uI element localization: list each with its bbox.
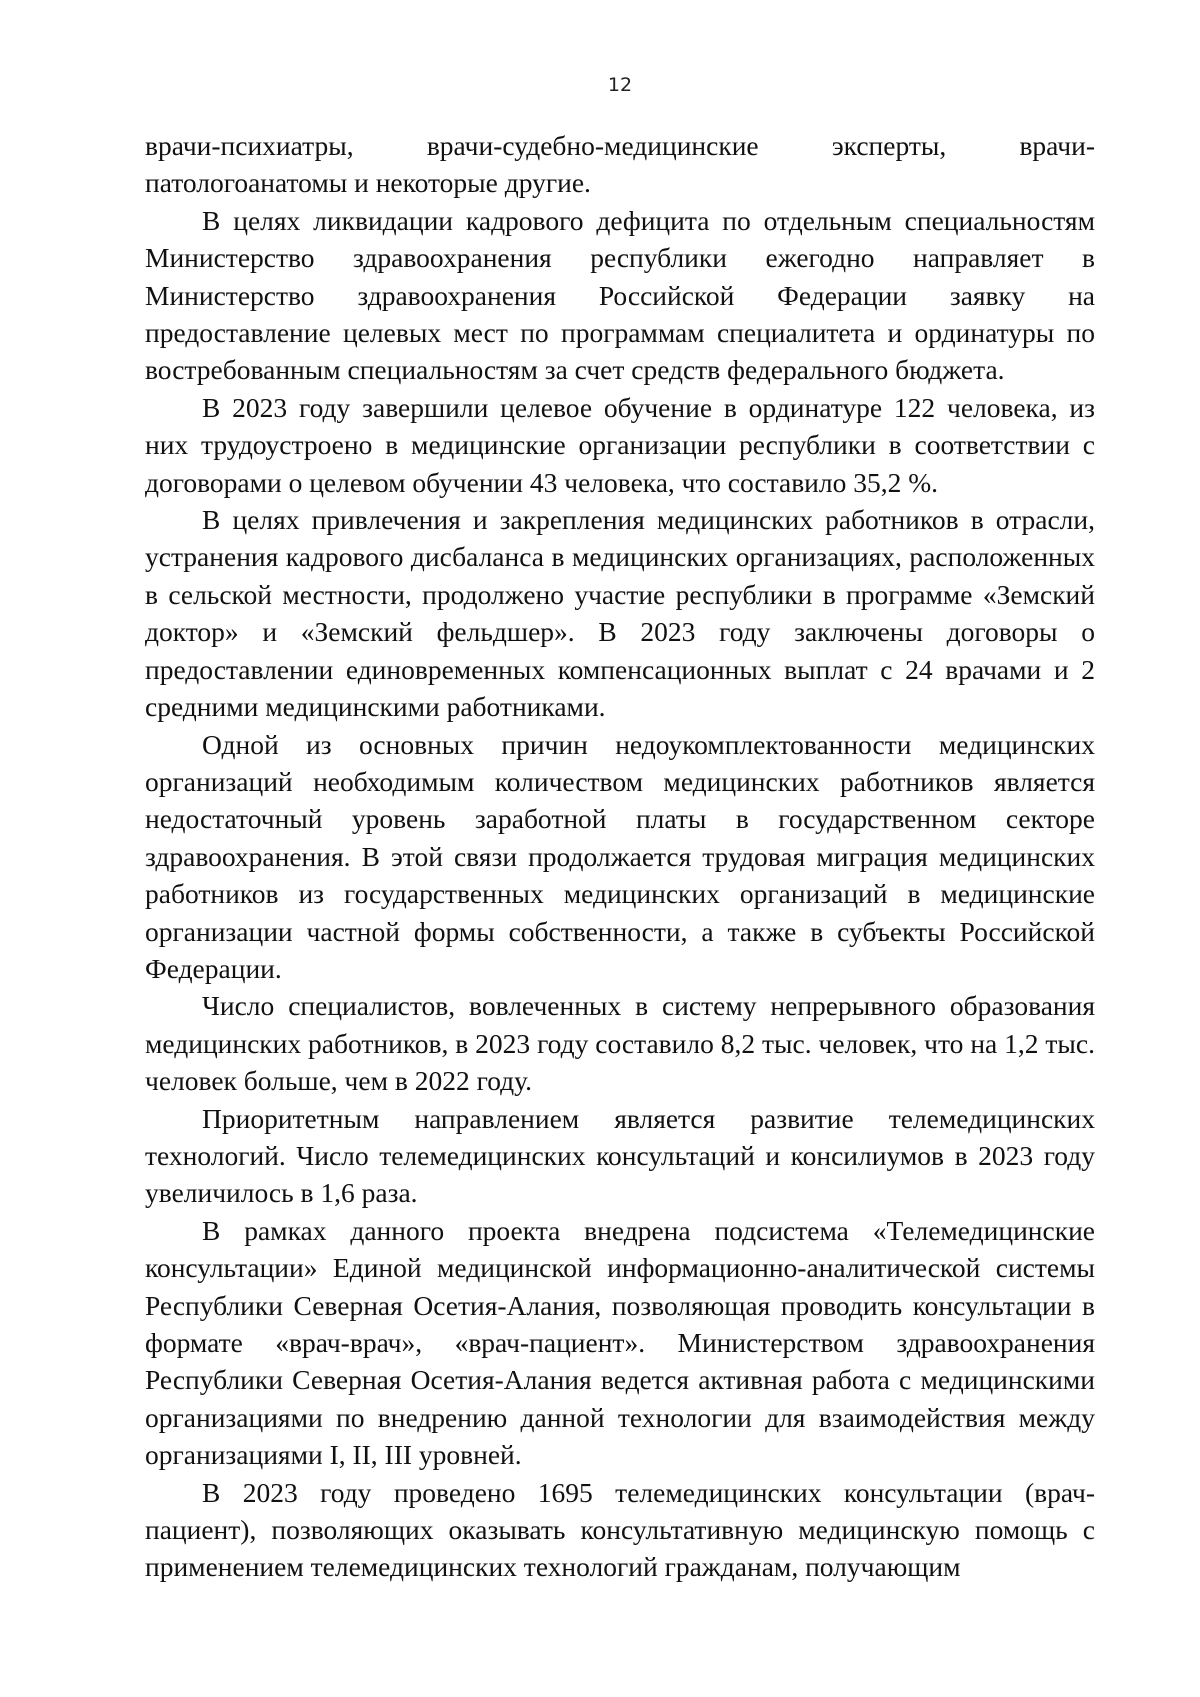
paragraph: Число специалистов, вовлеченных в систему непрерывного образования медицинских работников, в 2023 году составило 8,2 тыс. человек, что на 1,2 тыс. человек больше, чем в 2022 году. bbox=[145, 990, 1095, 1097]
page-number: 12 bbox=[607, 74, 633, 96]
paragraph: В 2023 году завершили целевое обучение в ординатуре 122 человека, из них трудоустроено в медицинские организации республики в соответствии с договорами о целевом обучении 43 человека, что составило 35,2 %. bbox=[145, 391, 1095, 498]
paragraph: врачи-психиатры, врачи-судебно-медицинские эксперты, врачи-патологоанатомы и некоторые другие. bbox=[145, 130, 1095, 199]
paragraph: Приоритетным направлением является развитие телемедицинских технологий. Число телемедицинских консультаций и консилиумов в 2023 году увеличилось в 1,6 раза. bbox=[145, 1102, 1095, 1209]
paragraph: В целях ликвидации кадрового дефицита по отдельным специальностям Министерство здравоохранения республики ежегодно направляет в Министерство здравоохранения Российской Федерации заявку на предоставление целевых мест по программам специалитета и ординатуры по востребованным специальностям за счет средств федерального бюджета. bbox=[145, 204, 1095, 386]
body-text bbox=[145, 127, 1095, 1586]
paragraph: В 2023 году проведено 1695 телемедицинских консультации (врач-пациент), позволяющих оказывать консультативную медицинскую помощь с применением телемедицинских технологий гражданам, получающим bbox=[145, 1476, 1095, 1583]
paragraph: Одной из основных причин недоукомплектованности медицинских организаций необходимым количеством медицинских работников является недостаточный уровень заработной платы в государственном секторе здравоохранения. В этой связи продолжается трудовая миграция медицинских работников из государственных медицинских организаций в медицинские организации частной формы собственности, а также в субъекты Российской Федерации. bbox=[145, 728, 1095, 984]
paragraph: В рамках данного проекта внедрена подсистема «Телемедицинские консультации» Единой медицинской информационно-аналитической системы Республики Северная Осетия-Алания, позволяющая проводить консультации в формате «врач-врач», «врач-пациент». Министерством здравоохранения Республики Северная Осетия-Алания ведется активная работа с медицинскими организациями по внедрению данной технологии для взаимодействия между организациями I, II, III уровней. bbox=[145, 1214, 1095, 1471]
paragraph: В целях привлечения и закрепления медицинских работников в отрасли, устранения кадрового дисбаланса в медицинских организациях, расположенных в сельской местности, продолжено участие республики в программе «Земский доктор» и «Земский фельдшер». В 2023 году заключены договоры о предоставлении единовременных компенсационных выплат с 24 врачами и 2 средними медицинскими работниками. bbox=[145, 504, 1095, 723]
